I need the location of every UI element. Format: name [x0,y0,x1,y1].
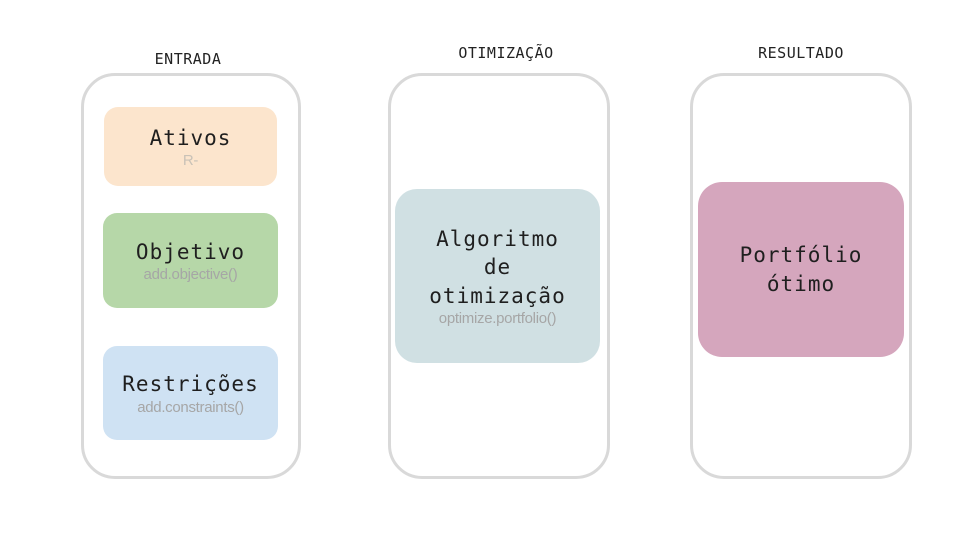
card-assets [104,107,277,186]
column-title-optimization: OTIMIZAÇÃO [458,44,554,62]
card-objective-title: Objetivo [135,239,246,264]
card-objective-subtitle: add.objective() [143,266,238,284]
card-assets-subtitle: R- [182,152,199,170]
card-optimization-title-line2: de [483,255,512,280]
card-optimization-algorithm [395,189,600,363]
card-result-title-line2: ótimo [766,271,836,296]
card-assets-title: Ativos [149,125,232,150]
card-result-title-line1: Portfólio [739,243,863,268]
card-optimization-title-line3: otimização [429,283,566,308]
card-constraints [103,346,278,440]
card-optimal-portfolio [698,182,904,357]
card-optimization-subtitle: optimize.portfolio() [438,310,557,328]
card-objective [103,213,278,308]
card-constraints-subtitle: add.constraints() [137,398,244,416]
column-title-result: RESULTADO [758,44,844,62]
column-title-input: ENTRADA [154,50,222,68]
card-constraints-title: Restrições [122,372,259,397]
card-optimization-title-line1: Algoritmo [436,226,559,251]
